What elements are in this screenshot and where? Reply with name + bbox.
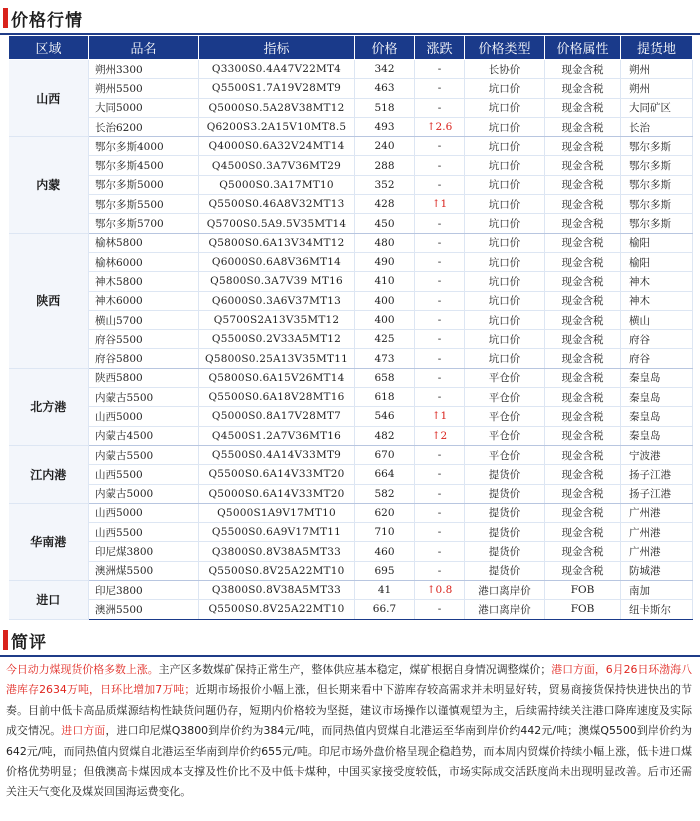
delivery-place-cell: 横山 (621, 310, 693, 329)
delivery-place-cell: 南加 (621, 581, 693, 600)
product-cell: 山西5000 (89, 407, 199, 426)
product-cell: 内蒙古4500 (89, 426, 199, 445)
section-title-prices: 价格行情 (11, 11, 83, 31)
delivery-place-cell: 广州港 (621, 503, 693, 522)
product-cell: 内蒙古5500 (89, 388, 199, 407)
table-row (9, 79, 693, 98)
price-cell: 352 (355, 175, 415, 194)
price-type-cell: 提货价 (465, 484, 545, 503)
price-cell: 670 (355, 445, 415, 464)
change-cell: ↑2 (415, 426, 465, 445)
section-marker (3, 630, 8, 650)
change-cell: - (415, 252, 465, 271)
price-attr-cell: 现金含税 (545, 272, 621, 291)
col-header-product: 品名 (89, 36, 199, 60)
delivery-place-cell: 秦皇岛 (621, 426, 693, 445)
price-cell: 240 (355, 137, 415, 156)
price-attr-cell: 现金含税 (545, 310, 621, 329)
price-cell: 493 (355, 117, 415, 136)
price-cell: 658 (355, 368, 415, 387)
table-row (9, 117, 693, 136)
table-row (9, 330, 693, 349)
region-cell: 山西 (9, 60, 89, 137)
product-cell: 陕西5800 (89, 368, 199, 387)
price-type-cell: 坑口价 (465, 272, 545, 291)
table-row (9, 542, 693, 561)
product-cell: 鄂尔多斯5000 (89, 175, 199, 194)
change-cell: - (415, 349, 465, 368)
price-type-cell: 坑口价 (465, 349, 545, 368)
change-cell: - (415, 156, 465, 175)
price-attr-cell: 现金含税 (545, 368, 621, 387)
change-cell: - (415, 137, 465, 156)
price-attr-cell: FOB (545, 581, 621, 600)
price-cell: 400 (355, 310, 415, 329)
price-type-cell: 坑口价 (465, 79, 545, 98)
price-type-cell: 提货价 (465, 542, 545, 561)
spec-cell: Q5500S0.8V25A22MT10 (199, 561, 355, 580)
product-cell: 榆林5800 (89, 233, 199, 252)
spec-cell: Q5000S0.6A14V33MT20 (199, 484, 355, 503)
delivery-place-cell: 大同矿区 (621, 98, 693, 117)
price-cell: 482 (355, 426, 415, 445)
price-attr-cell: 现金含税 (545, 156, 621, 175)
price-cell: 410 (355, 272, 415, 291)
price-attr-cell: 现金含税 (545, 542, 621, 561)
price-cell: 400 (355, 291, 415, 310)
price-type-cell: 坑口价 (465, 330, 545, 349)
product-cell: 朔州3300 (89, 60, 199, 79)
region-cell: 内蒙 (9, 137, 89, 233)
spec-cell: Q5800S0.6A15V26MT14 (199, 368, 355, 387)
price-type-cell: 坑口价 (465, 117, 545, 136)
change-cell: - (415, 542, 465, 561)
product-cell: 府谷5500 (89, 330, 199, 349)
spec-cell: Q6200S3.2A15V10MT8.5 (199, 117, 355, 136)
price-type-cell: 平仓价 (465, 388, 545, 407)
product-cell: 神木6000 (89, 291, 199, 310)
price-type-cell: 提货价 (465, 561, 545, 580)
change-cell: - (415, 523, 465, 542)
region-cell: 陕西 (9, 233, 89, 368)
spec-cell: Q5800S0.3A7V39 MT16 (199, 272, 355, 291)
table-row (9, 426, 693, 445)
price-type-cell: 提货价 (465, 465, 545, 484)
spec-cell: Q5500S0.2V33A5MT12 (199, 330, 355, 349)
spec-cell: Q3300S0.4A47V22MT4 (199, 60, 355, 79)
change-cell: ↑1 (415, 407, 465, 426)
spec-cell: Q5500S0.46A8V32MT13 (199, 195, 355, 214)
product-cell: 鄂尔多斯4000 (89, 137, 199, 156)
change-cell: ↑2.6 (415, 117, 465, 136)
price-cell: 620 (355, 503, 415, 522)
table-row (9, 581, 693, 600)
price-type-cell: 坑口价 (465, 156, 545, 175)
change-cell: - (415, 214, 465, 233)
delivery-place-cell: 纽卡斯尔 (621, 600, 693, 619)
price-type-cell: 提货价 (465, 523, 545, 542)
col-header-price: 价格 (355, 36, 415, 60)
spec-cell: Q6000S0.6A8V36MT14 (199, 252, 355, 271)
region-cell: 华南港 (9, 503, 89, 580)
change-cell: - (415, 60, 465, 79)
col-header-price-attr: 价格属性 (545, 36, 621, 60)
product-cell: 山西5500 (89, 523, 199, 542)
spec-cell: Q4500S1.2A7V36MT16 (199, 426, 355, 445)
delivery-place-cell: 鄂尔多斯 (621, 156, 693, 175)
delivery-place-cell: 神木 (621, 291, 693, 310)
product-cell: 横山5700 (89, 310, 199, 329)
change-cell: - (415, 484, 465, 503)
col-header-change: 涨跌 (415, 36, 465, 60)
table-row (9, 233, 693, 252)
region-cell: 江内港 (9, 445, 89, 503)
change-cell: - (415, 465, 465, 484)
spec-cell: Q5000S0.3A17MT10 (199, 175, 355, 194)
commentary-text: 主产区多数煤矿保持正常生产，整体供应基本稳定，煤矿根据自身情况调整煤价； (158, 663, 552, 676)
price-type-cell: 坑口价 (465, 98, 545, 117)
table-row (9, 156, 693, 175)
table-row (9, 523, 693, 542)
change-cell: - (415, 98, 465, 117)
product-cell: 鄂尔多斯5700 (89, 214, 199, 233)
commentary-highlight: 今日动力煤现货价格多数上涨。 (6, 663, 159, 676)
col-header-region: 区域 (9, 36, 89, 60)
product-cell: 山西5000 (89, 503, 199, 522)
table-row (9, 252, 693, 271)
price-attr-cell: 现金含税 (545, 195, 621, 214)
table-header-row (9, 36, 693, 60)
delivery-place-cell: 秦皇岛 (621, 407, 693, 426)
spec-cell: Q5000S0.8A17V28MT7 (199, 407, 355, 426)
product-cell: 澳洲煤5500 (89, 561, 199, 580)
spec-cell: Q5700S2A13V35MT12 (199, 310, 355, 329)
price-cell: 460 (355, 542, 415, 561)
region-cell: 北方港 (9, 368, 89, 445)
price-attr-cell: 现金含税 (545, 252, 621, 271)
table-row (9, 407, 693, 426)
price-type-cell: 平仓价 (465, 368, 545, 387)
table-row (9, 291, 693, 310)
product-cell: 印尼煤3800 (89, 542, 199, 561)
price-attr-cell: 现金含税 (545, 137, 621, 156)
product-cell: 榆林6000 (89, 252, 199, 271)
spec-cell: Q3800S0.8V38A5MT33 (199, 542, 355, 561)
change-cell: ↑0.8 (415, 581, 465, 600)
delivery-place-cell: 秦皇岛 (621, 368, 693, 387)
delivery-place-cell: 鄂尔多斯 (621, 214, 693, 233)
change-cell: - (415, 310, 465, 329)
table-row (9, 561, 693, 580)
price-cell: 428 (355, 195, 415, 214)
price-table (8, 35, 693, 620)
price-attr-cell: 现金含税 (545, 79, 621, 98)
table-row (9, 600, 693, 619)
spec-cell: Q5000S0.5A28V38MT12 (199, 98, 355, 117)
change-cell: ↑1 (415, 195, 465, 214)
table-row (9, 272, 693, 291)
commentary-paragraph (6, 660, 692, 803)
region-cell: 进口 (9, 581, 89, 620)
spec-cell: Q5000S1A9V17MT10 (199, 503, 355, 522)
delivery-place-cell: 榆阳 (621, 252, 693, 271)
delivery-place-cell: 府谷 (621, 330, 693, 349)
product-cell: 山西5500 (89, 465, 199, 484)
spec-cell: Q6000S0.3A6V37MT13 (199, 291, 355, 310)
price-attr-cell: 现金含税 (545, 98, 621, 117)
change-cell: - (415, 503, 465, 522)
price-attr-cell: 现金含税 (545, 503, 621, 522)
change-cell: - (415, 79, 465, 98)
price-attr-cell: 现金含税 (545, 214, 621, 233)
price-cell: 66.7 (355, 600, 415, 619)
price-attr-cell: 现金含税 (545, 330, 621, 349)
price-type-cell: 坑口价 (465, 214, 545, 233)
table-row (9, 137, 693, 156)
change-cell: - (415, 388, 465, 407)
table-row (9, 368, 693, 387)
price-attr-cell: 现金含税 (545, 445, 621, 464)
price-type-cell: 港口离岸价 (465, 581, 545, 600)
product-cell: 府谷5800 (89, 349, 199, 368)
delivery-place-cell: 秦皇岛 (621, 388, 693, 407)
spec-cell: Q5500S0.6A9V17MT11 (199, 523, 355, 542)
delivery-place-cell: 扬子江港 (621, 484, 693, 503)
table-row (9, 195, 693, 214)
delivery-place-cell: 防城港 (621, 561, 693, 580)
price-type-cell: 提货价 (465, 503, 545, 522)
section-marker (3, 8, 8, 28)
delivery-place-cell: 广州港 (621, 523, 693, 542)
price-cell: 425 (355, 330, 415, 349)
price-cell: 618 (355, 388, 415, 407)
product-cell: 大同5000 (89, 98, 199, 117)
spec-cell: Q5500S0.4A14V33MT9 (199, 445, 355, 464)
change-cell: - (415, 368, 465, 387)
change-cell: - (415, 175, 465, 194)
change-cell: - (415, 272, 465, 291)
price-type-cell: 坑口价 (465, 310, 545, 329)
col-header-delivery-place: 提货地 (621, 36, 693, 60)
table-row (9, 310, 693, 329)
price-cell: 664 (355, 465, 415, 484)
price-attr-cell: 现金含税 (545, 233, 621, 252)
price-cell: 342 (355, 60, 415, 79)
delivery-place-cell: 宁波港 (621, 445, 693, 464)
price-cell: 490 (355, 252, 415, 271)
product-cell: 神木5800 (89, 272, 199, 291)
price-type-cell: 坑口价 (465, 175, 545, 194)
table-body (9, 60, 693, 620)
price-cell: 473 (355, 349, 415, 368)
spec-cell: Q4000S0.6A32V24MT14 (199, 137, 355, 156)
price-type-cell: 平仓价 (465, 426, 545, 445)
price-type-cell: 平仓价 (465, 407, 545, 426)
product-cell: 内蒙古5500 (89, 445, 199, 464)
table-row (9, 388, 693, 407)
price-attr-cell: 现金含税 (545, 388, 621, 407)
price-attr-cell: 现金含税 (545, 291, 621, 310)
price-type-cell: 坑口价 (465, 195, 545, 214)
table-row (9, 98, 693, 117)
delivery-place-cell: 鄂尔多斯 (621, 137, 693, 156)
table-row (9, 349, 693, 368)
product-cell: 鄂尔多斯5500 (89, 195, 199, 214)
section-title-commentary: 简评 (11, 633, 47, 653)
section-divider (0, 655, 700, 657)
section-header-prices (0, 4, 700, 30)
product-cell: 长治6200 (89, 117, 199, 136)
section-header-commentary (0, 626, 700, 652)
delivery-place-cell: 榆阳 (621, 233, 693, 252)
price-type-cell: 坑口价 (465, 137, 545, 156)
price-cell: 450 (355, 214, 415, 233)
table-row (9, 214, 693, 233)
change-cell: - (415, 600, 465, 619)
price-attr-cell: 现金含税 (545, 465, 621, 484)
price-attr-cell: 现金含税 (545, 407, 621, 426)
price-type-cell: 平仓价 (465, 445, 545, 464)
delivery-place-cell: 朔州 (621, 60, 693, 79)
product-cell: 澳洲5500 (89, 600, 199, 619)
price-attr-cell: 现金含税 (545, 523, 621, 542)
price-attr-cell: 现金含税 (545, 561, 621, 580)
table-row (9, 445, 693, 464)
change-cell: - (415, 445, 465, 464)
change-cell: - (415, 330, 465, 349)
product-cell: 内蒙古5000 (89, 484, 199, 503)
spec-cell: Q5800S0.6A13V34MT12 (199, 233, 355, 252)
delivery-place-cell: 神木 (621, 272, 693, 291)
price-type-cell: 港口离岸价 (465, 600, 545, 619)
spec-cell: Q5500S0.6A14V33MT20 (199, 465, 355, 484)
price-attr-cell: 现金含税 (545, 484, 621, 503)
product-cell: 鄂尔多斯4500 (89, 156, 199, 175)
spec-cell: Q4500S0.3A7V36MT29 (199, 156, 355, 175)
delivery-place-cell: 朔州 (621, 79, 693, 98)
spec-cell: Q5500S0.6A18V28MT16 (199, 388, 355, 407)
table-row (9, 175, 693, 194)
table-row (9, 484, 693, 503)
delivery-place-cell: 府谷 (621, 349, 693, 368)
price-attr-cell: 现金含税 (545, 175, 621, 194)
price-cell: 710 (355, 523, 415, 542)
price-attr-cell: 现金含税 (545, 426, 621, 445)
price-attr-cell: 现金含税 (545, 117, 621, 136)
product-cell: 印尼3800 (89, 581, 199, 600)
price-cell: 582 (355, 484, 415, 503)
price-cell: 695 (355, 561, 415, 580)
price-cell: 546 (355, 407, 415, 426)
commentary-text: 近期市场报价小幅上涨，但长期来看中下游库存较高需求并未明显好转，贸易商接货保持快进快出的节奏。目前中低卡高品质煤源结构性缺货问题仍存，短期内价格较为坚挺，建议市场操作以谨慎观望为主，后续需持续关注港口降库速度及实际成交情况。 (6, 683, 692, 738)
delivery-place-cell: 鄂尔多斯 (621, 175, 693, 194)
change-cell: - (415, 233, 465, 252)
price-attr-cell: 现金含税 (545, 60, 621, 79)
change-cell: - (415, 291, 465, 310)
price-cell: 288 (355, 156, 415, 175)
price-cell: 480 (355, 233, 415, 252)
spec-cell: Q5700S0.5A9.5V35MT14 (199, 214, 355, 233)
commentary-highlight: 港口方面，6月26日环渤海八港库存2634万吨，日环比增加7万吨； (6, 663, 692, 697)
price-type-cell: 坑口价 (465, 252, 545, 271)
spec-cell: Q3800S0.8V38A5MT33 (199, 581, 355, 600)
commentary-text: ，进口印尼煤Q3800到岸价约为384元/吨，而同热值内贸煤自北港运至华南到岸价约442元/吨；澳煤Q5500到岸价约为642元/吨，而同热值内贸煤自北港运至华南到岸价约655元/吨。印尼市场外盘价格呈现企稳趋势，而本周内贸煤价持续小幅上涨，低卡进口煤价格优势明显；但俄澳高卡煤因成本支撑及性价比不及中低卡煤种，中国买家接受度较低，市场实际成交活跃度尚未出现明显改善。后市还需关注天气变化及煤炭回国海运费变化。 (6, 724, 692, 799)
delivery-place-cell: 广州港 (621, 542, 693, 561)
table-row (9, 503, 693, 522)
table-row (9, 60, 693, 79)
price-attr-cell: 现金含税 (545, 349, 621, 368)
price-attr-cell: FOB (545, 600, 621, 619)
price-cell: 518 (355, 98, 415, 117)
change-cell: - (415, 561, 465, 580)
price-type-cell: 坑口价 (465, 291, 545, 310)
spec-cell: Q5500S0.8V25A22MT10 (199, 600, 355, 619)
commentary-highlight: 进口方面 (61, 724, 106, 738)
col-header-spec: 指标 (199, 36, 355, 60)
table-row (9, 465, 693, 484)
product-cell: 朔州5500 (89, 79, 199, 98)
delivery-place-cell: 鄂尔多斯 (621, 195, 693, 214)
delivery-place-cell: 扬子江港 (621, 465, 693, 484)
price-cell: 41 (355, 581, 415, 600)
spec-cell: Q5800S0.25A13V35MT11 (199, 349, 355, 368)
price-type-cell: 坑口价 (465, 233, 545, 252)
spec-cell: Q5500S1.7A19V28MT9 (199, 79, 355, 98)
price-cell: 463 (355, 79, 415, 98)
col-header-price-type: 价格类型 (465, 36, 545, 60)
delivery-place-cell: 长治 (621, 117, 693, 136)
price-type-cell: 长协价 (465, 60, 545, 79)
